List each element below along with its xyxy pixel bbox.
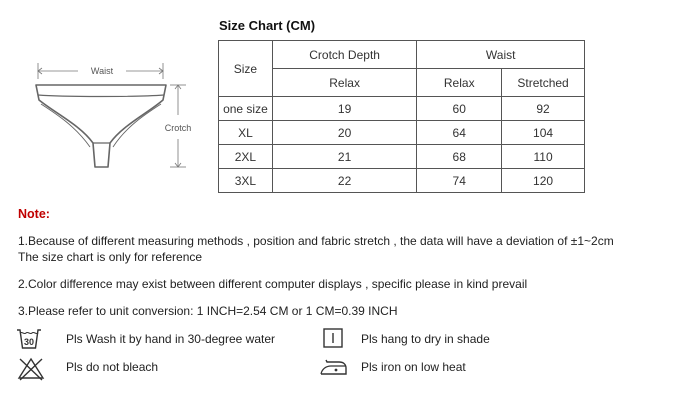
cell-waist-stretched: 110: [502, 145, 585, 169]
cell-size: XL: [219, 121, 273, 145]
table-row: [219, 145, 585, 169]
crotch-label: Crotch: [164, 123, 192, 133]
cell-waist-relax: 64: [417, 121, 502, 145]
cell-waist-relax: 60: [417, 97, 502, 121]
size-chart-table: [218, 40, 585, 193]
table-row: [219, 121, 585, 145]
size-chart-title: Size Chart (CM): [219, 18, 316, 33]
header-crotch-depth: Crotch Depth: [272, 41, 417, 69]
table-header-row: [219, 41, 585, 69]
header-size: Size: [219, 41, 273, 97]
cell-size: 3XL: [219, 169, 273, 193]
waist-label: Waist: [90, 66, 114, 76]
cell-waist-stretched: 104: [502, 121, 585, 145]
hang-dry-icon: [323, 328, 343, 348]
table-subheader-row: [219, 69, 585, 97]
cell-waist-stretched: 120: [502, 169, 585, 193]
cell-size: one size: [219, 97, 273, 121]
subheader-waist-relax: Relax: [417, 69, 502, 97]
header-waist: Waist: [417, 41, 585, 69]
cell-waist-stretched: 92: [502, 97, 585, 121]
table-row: [219, 169, 585, 193]
table-row: [219, 97, 585, 121]
note-heading: Note:: [18, 207, 50, 221]
subheader-crotch-relax: Relax: [272, 69, 417, 97]
cell-size: 2XL: [219, 145, 273, 169]
care-wash-text: Pls Wash it by hand in 30-degree water: [66, 332, 275, 346]
briefs-outline: [36, 85, 166, 167]
cell-crotch-relax: 20: [272, 121, 417, 145]
garment-measurement-diagram: [8, 55, 203, 175]
wash-temperature-label: 30: [23, 337, 35, 347]
iron-low-heat-icon: [318, 357, 350, 377]
cell-crotch-relax: 22: [272, 169, 417, 193]
care-hang-text: Pls hang to dry in shade: [361, 332, 490, 346]
subheader-waist-stretched: Stretched: [502, 69, 585, 97]
cell-waist-relax: 74: [417, 169, 502, 193]
care-bleach-text: Pls do not bleach: [66, 360, 159, 374]
cell-waist-relax: 68: [417, 145, 502, 169]
note-unit-conversion: 3.Please refer to unit conversion: 1 INCH=2.54 CM or 1 CM=0.39 INCH: [18, 304, 398, 318]
cell-crotch-relax: 21: [272, 145, 417, 169]
cell-crotch-relax: 19: [272, 97, 417, 121]
hand-wash-30-icon: [16, 327, 42, 351]
note-color-difference: 2.Color difference may exist between different computer displays , specific please in kind prevail: [18, 277, 528, 291]
note-measurement-deviation: 1.Because of different measuring methods , position and fabric stretch , the data will have a deviation of ±1~2cm: [18, 234, 614, 248]
note-reference-only: The size chart is only for reference: [18, 250, 203, 264]
care-iron-text: Pls iron on low heat: [361, 360, 466, 374]
do-not-bleach-icon: [16, 355, 46, 381]
